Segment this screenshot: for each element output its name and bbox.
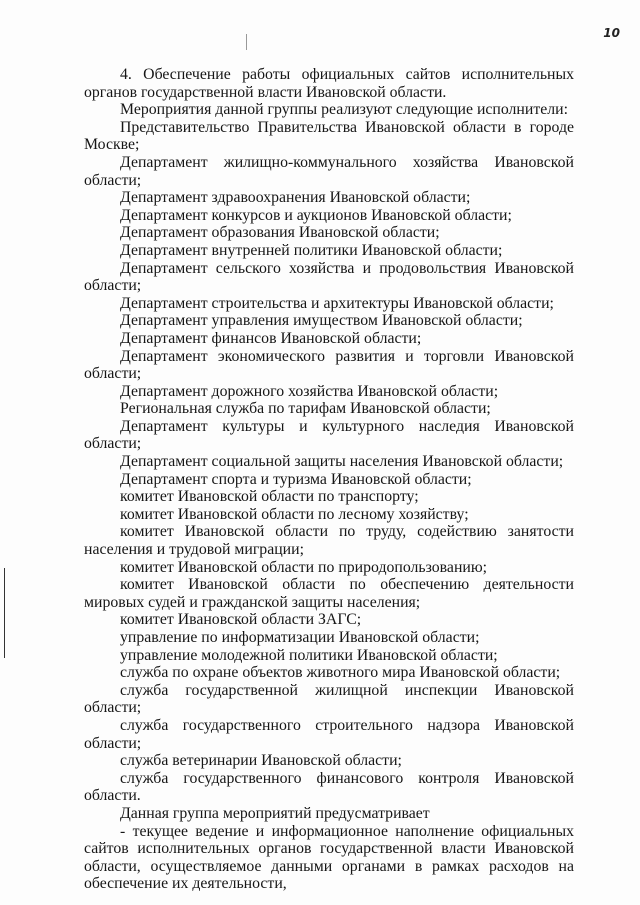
executor-item: Департамент спорта и туризма Ивановской области; bbox=[120, 470, 472, 488]
page-number: 10 bbox=[603, 26, 620, 40]
executor-item: управление молодежной политики Ивановской области; bbox=[120, 646, 498, 664]
provision-intro: Данная группа мероприятий предусматривает bbox=[120, 804, 430, 822]
executor-item: служба государственной жилищной инспекции Ивановской области; bbox=[84, 681, 574, 717]
executor-item: Департамент внутренней политики Ивановской области; bbox=[120, 241, 503, 259]
executor-item: Департамент строительства и архитектуры Ивановской области; bbox=[120, 294, 554, 312]
intro-paragraph: Мероприятия данной группы реализуют следующие исполнители: bbox=[120, 101, 568, 119]
executor-item: Департамент управления имуществом Ивановской области; bbox=[120, 312, 523, 330]
executor-item: управление по информатизации Ивановской области; bbox=[120, 629, 480, 646]
executor-item: комитет Ивановской области по природопользованию; bbox=[120, 558, 488, 576]
executor-item: Департамент сельского хозяйства и продовольствия Ивановской области; bbox=[84, 259, 574, 295]
executor-item: Департамент дорожного хозяйства Ивановской области; bbox=[120, 382, 499, 400]
executor-item: Департамент финансов Ивановской области; bbox=[120, 329, 422, 347]
executor-item: служба государственного строительного надзора Ивановской области; bbox=[84, 716, 574, 752]
executor-item: комитет Ивановской области по лесному хозяйству; bbox=[120, 505, 469, 523]
executor-item: служба по охране объектов животного мира Ивановской области; bbox=[120, 664, 561, 682]
document-body bbox=[84, 66, 574, 893]
executor-item: Департамент здравоохранения Ивановской области; bbox=[120, 189, 471, 207]
executor-item: Представительство Правительства Ивановской области в городе Москве; bbox=[84, 118, 574, 154]
executor-item: комитет Ивановской области по труду, содействию занятости населения и трудовой миграции; bbox=[84, 523, 574, 559]
executor-item: Региональная служба по тарифам Ивановской области; bbox=[120, 400, 491, 418]
executor-item: Департамент жилищно-коммунального хозяйства Ивановской области; bbox=[84, 153, 574, 189]
executor-item: комитет Ивановской области по транспорту; bbox=[120, 488, 419, 506]
executor-item: комитет Ивановской области ЗАГС; bbox=[120, 611, 362, 629]
executor-item: Департамент конкурсов и аукционов Ивановской области; bbox=[120, 206, 512, 224]
scan-mark bbox=[246, 34, 247, 50]
executor-item: комитет Ивановской области по обеспечению деятельности мировых судей и гражданской защиты населения; bbox=[84, 576, 574, 611]
section-heading: 4. Обеспечение работы официальных сайтов исполнительных органов государственной власти Ивановской области. bbox=[84, 66, 574, 101]
executor-item: Департамент социальной защиты населения Ивановской области; bbox=[120, 453, 564, 471]
executor-item: Департамент образования Ивановской области; bbox=[120, 224, 440, 242]
executor-item: Департамент культуры и культурного наследия Ивановской области; bbox=[84, 417, 574, 453]
executor-item: служба ветеринарии Ивановской области; bbox=[120, 752, 402, 770]
executor-item: Департамент экономического развития и торговли Ивановской области; bbox=[84, 347, 574, 383]
provision-item: - текущее ведение и информационное наполнение официальных сайтов исполнительных органов государственной власти Ивановской области, осуществляемое данными органами в рамках расходов на обеспечение их деятельности, bbox=[84, 822, 574, 893]
executor-item: служба государственного финансового контроля Ивановской области. bbox=[84, 769, 574, 805]
scan-mark bbox=[4, 568, 5, 658]
